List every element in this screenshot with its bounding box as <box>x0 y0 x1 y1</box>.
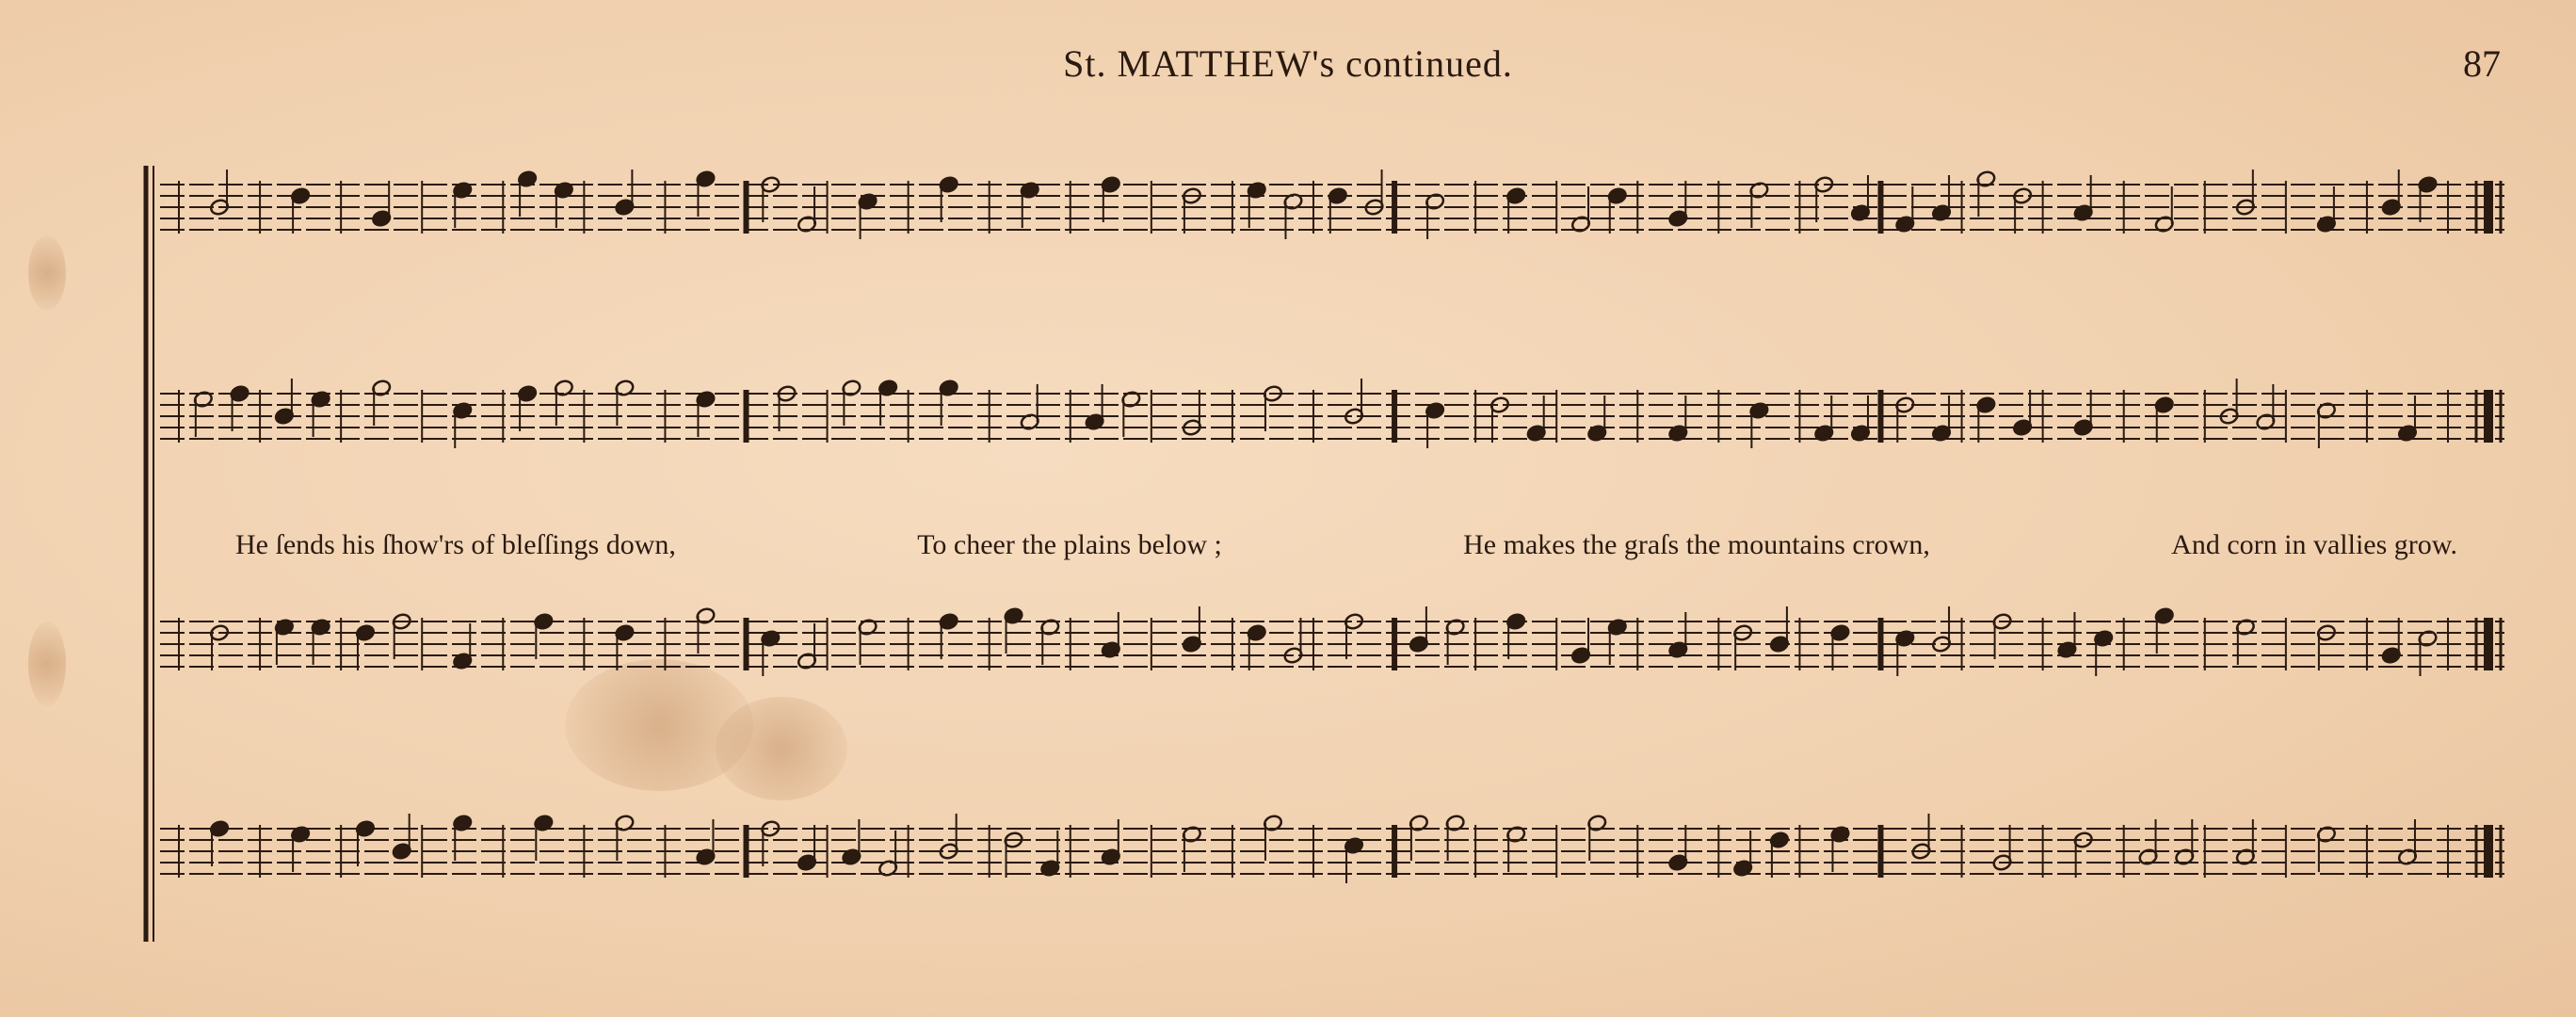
lyric-phrase-2: To cheer the plains below ; <box>917 529 1222 560</box>
lyric-phrase-1: He ſends his ſhow'rs of bleſſings down, <box>235 529 676 560</box>
final-barline-thick <box>2484 825 2493 878</box>
lyrics-line <box>235 529 2457 561</box>
final-barline-thick <box>2484 390 2493 443</box>
final-barline-thick <box>2484 618 2493 670</box>
page-number: 87 <box>2463 42 2501 85</box>
lyric-phrase-4: And corn in vallies grow. <box>2171 529 2457 560</box>
final-barline-thick <box>2484 181 2493 234</box>
lyric-phrase-3: He makes the graſs the mountains crown, <box>1463 529 1930 560</box>
page-title: St. MATTHEW's continued. <box>1063 42 1513 85</box>
